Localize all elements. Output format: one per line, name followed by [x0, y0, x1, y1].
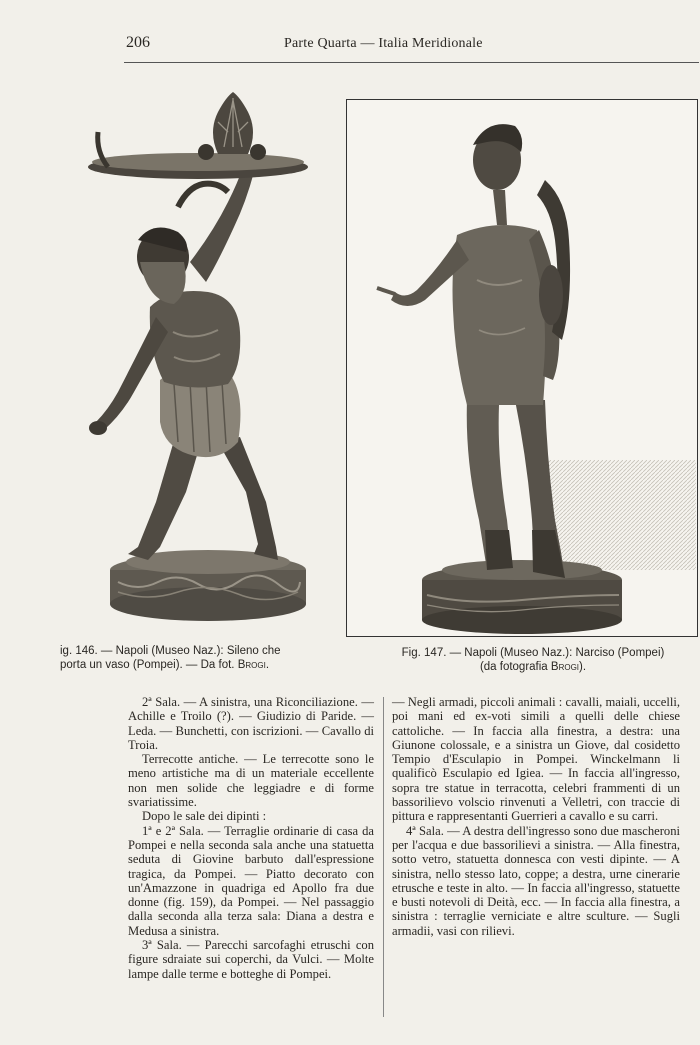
- paragraph: 1ª e 2ª Sala. — Terraglie ordinarie di casa da Pompei e nella seconda sala anche una statuetta seduta di Giovine barbuto dall'espressione tragica, da Pompei. — Piatto decorato con un'Amazzone in quadriga ed Apollo fra due donne (fig. 159), da Pompei. — Nel passaggio dalla seconda alla terza sala: Diana a destra e Medusa a sinistra.: [128, 823, 374, 938]
- paragraph: 2ª Sala. — A sinistra, una Riconciliazione. — Achille e Troilo (?). — Giudizio di Paride. — Leda. — Bunchetti, con iscrizioni. — Cavallo di Troia.: [128, 695, 374, 752]
- figure-146-caption-line2: porta un vaso (Pompei). — Da fot.: [60, 659, 235, 671]
- paragraph: 3ª Sala. — Parecchi sarcofaghi etruschi con figure sdraiate sui coperchi, da Vulci. — Molte lampe dalle terme e botteghe di Pompei.: [128, 938, 374, 981]
- paragraph: Dopo le sale dei dipinti :: [142, 809, 267, 824]
- figure-147-caption-source: Brogi).: [550, 661, 587, 673]
- figure-146-caption-line1: ig. 146. — Napoli (Museo Naz.): Sileno che: [60, 645, 281, 657]
- figure-147-narciso-image: [346, 99, 698, 637]
- paragraph: Terrecotte antiche. — Le terrecotte sono le meno artistiche ma di un materiale eccellente non men solide che leggiadre e di forme svariatissime.: [128, 752, 374, 810]
- paragraph: — Negli armadi, piccoli animali : cavalli, maiali, uccelli, poi mani ed ex-voti simili a quelli delle chiese cattoliche. — In faccia alla finestra, a destra: una Giunone colossale, e a sinistra un Giove, dal cosidetto Tempio d'Esculapio in Pompei. Winckelmann li qualificò Esculapio ed Igiea. — In faccia all'ingresso, sopra tre statue in terracotta, celebri frammenti di un bassorilievo volscio rinvenuti a Velletri, con traccie di pittura e rappresentanti Guerrieri a cavallo e su carri.: [392, 695, 680, 824]
- page-header: [0, 32, 700, 62]
- right-text-column: [392, 695, 680, 938]
- header-rule: [124, 62, 699, 63]
- figure-146-caption: [60, 644, 350, 672]
- figure-147-caption: [368, 646, 698, 674]
- left-text-column: [128, 695, 374, 981]
- page-number: 206: [126, 34, 150, 51]
- figure-147-caption-line2: (da fotografia: [479, 661, 548, 673]
- figure-146-caption-source: Brogi.: [237, 659, 270, 671]
- paragraph: 4ª Sala. — A destra dell'ingresso sono due mascheroni per l'acqua e due bassorilievi a sinistra. — Alla finestra, sotto vetro, statuetta donnesca con vesti dipinte. — A sinistra, nello stesso lato, coppe; a destra, urne cinerarie etrusche e teste in alto. — In faccia all'ingresso, statuette e busti notevoli di Deità, ecc. — In faccia alla finestra, a sinistra : terraglie verniciate e altre sculture. — Sugli armadii, vasi con rilievi.: [392, 823, 680, 938]
- running-head: Parte Quarta — Italia Meridionale: [284, 36, 483, 51]
- figure-146-silenus-image: [78, 92, 333, 627]
- column-divider: [383, 697, 384, 1017]
- figure-147-caption-line1: Fig. 147. — Napoli (Museo Naz.): Narciso (Pompei): [401, 647, 665, 659]
